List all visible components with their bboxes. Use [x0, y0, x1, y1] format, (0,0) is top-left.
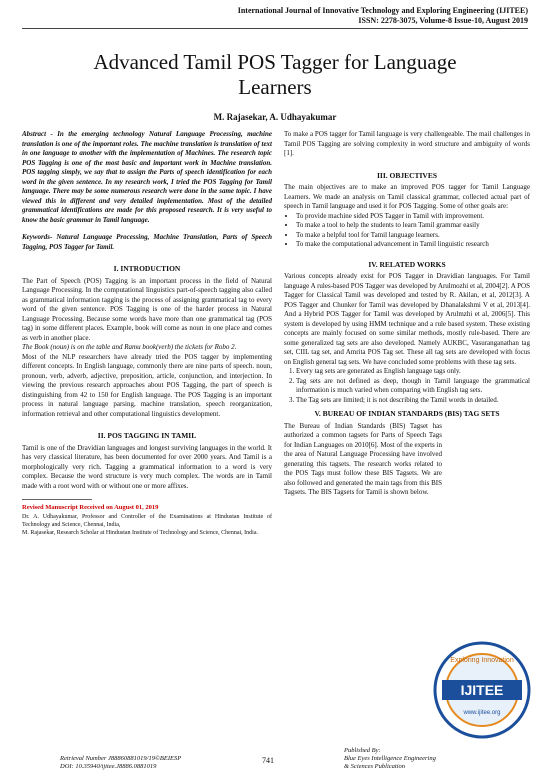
- footer-publisher: [344, 747, 436, 771]
- pos-tamil-paragraph: Tamil is one of the Dravidian languages and longest surviving languages in the world. It has very classical literature, has been documented for over 2000 years. And Tamil is a morphologically very rich. Tagging a grammatical information to a word is very complex. Because the word structure is very much complex. The words are in Tamil made with a root word with or without one or more affixes.: [22, 443, 272, 490]
- paper-title: Advanced Tamil POS Tagger for Language Learners: [93, 50, 457, 99]
- objectives-paragraph: The main objectives are to make an improved POS tagger for Tamil Language Learners. We made an analysis on Tamil classical grammar, collected actual part of speech in Tamil language and used it for POS Tagging. Some of other goals are:: [284, 183, 530, 210]
- objective-item: • To make the computational advancement in Tamil linguistic research: [296, 240, 530, 250]
- page-number: 741: [262, 756, 274, 765]
- author-affiliation-2: M. Rajasekar, Research Scholar at Hindustan Institute of Technology and Science, Chennai, India.: [22, 529, 258, 536]
- logo-url: www.ijitee.org: [463, 710, 501, 716]
- objective-item: • To make a helpful tool for Tamil language learners.: [296, 231, 530, 241]
- footnote-rule: [22, 499, 92, 500]
- abstract: Abstract - In the emerging technology Natural Language Processing, machine translation is one of the important roles. The machine translation is translation of text in one language to another with the implementation of Machines. The research topic POS Tagging is one of the most basic and important work in Machine translation. POS tagging simply, we say that to assign the Parts of speech identification for each word in the given sentence. In my research work, I tried the POS Tagging for Tamil language. There may be some numerous research were done in the same topic. I have viewed this in different and very detailed implementation. Most of the detailed grammatical identifications are made for this proposed research. It is very useful to know the basic grammar in Tamil language.: [22, 130, 272, 224]
- publisher-line-1: Blue Eyes Intelligence Engineering: [344, 755, 436, 762]
- author-affiliation-1: Dr. A. Udhayakumar, Professor and Controller of the Examinations at Hindustan Institute of Technology and Science, Chennai, India,: [22, 513, 272, 528]
- right-intro-paragraph: To make a POS tagger for Tamil language is very challengeable. The mail challenges in Tamil POS Tagging are solving complexity in word structure and ambiguity of words [1].: [284, 130, 530, 157]
- paper-authors: M. Rajasekar, A. Udhayakumar: [213, 112, 337, 122]
- section-heading-objectives: III. OBJECTIVES: [376, 170, 438, 180]
- intro-paragraph-2: Most of the NLP researchers have already tried the POS tagger by implementing different concepts. In English language, commonly there are nine parts of speech. noun, pronoun, verb, adverb, adjective, preposition, article, conjunction, and interjection. In viewing the previous research approaches about POS Tagging, the part of speech is distinguishing from 42 to 150 for English language. The POS Tagging is an important process in natural language parsing, machine translation, speech reorganization, information retrieval and other computational linguistics development.: [22, 352, 272, 418]
- objective-item: • To provide machine sided POS Tagger in Tamil with improvement.: [296, 212, 530, 222]
- published-by: Published By:: [344, 747, 381, 754]
- section-heading-introduction: I. INTRODUCTION: [113, 264, 181, 273]
- tagset-problem-item: 3. The Tag sets are limited; it is not describing the Tamil words in detailed.: [296, 396, 530, 406]
- right-column: [284, 130, 530, 498]
- section-heading-bis-tagsets: V. BUREAU OF INDIAN STANDARDS (BIS) TAG SETS: [314, 409, 500, 418]
- journal-header: [238, 6, 528, 26]
- bis-paragraph: The Bureau of Indian Standards (BIS) Tagset has authorized a common tagsets for Parts of Speech Tags for Indian Languages on 2010[6]. Most of the experts in the area of Natural Language Processing have involved generating this tagsets. The research works related to the POS Tags must follow these BIS Tagsets. We are also followed and generated the main tags from this BIS Tagsets. The BIS Tagsets for Tamil is shown below.: [284, 421, 442, 496]
- header-rule: [22, 28, 528, 29]
- intro-paragraph: The Part of Speech (POS) Tagging is an important process in the field of Natural Language Processing. In the computational linguistics part-of-speech tagging also called as grammatical information tagging is the process of assigning grammatical tag to every word of the given sentence. POS Tagging is one of the harder process in Natural Language Processing. Because some words have more than one grammatical tag (POS tag) in some different places. Example, book will come as noun in one place and comes as verb in another place.: [22, 276, 272, 342]
- logo-ring-text: Exploring Innovation: [450, 657, 514, 664]
- retrieval-number: Retrieval Number J88860881019/19©BEIESP: [60, 755, 182, 762]
- section-heading-pos-tamil: II. POS TAGGING IN TAMIL: [97, 431, 197, 440]
- footer-left: [60, 755, 181, 771]
- logo-name: IJITEE: [460, 682, 504, 698]
- journal-issn: ISSN: 2278-3075, Volume-8 Issue-10, August 2019: [358, 16, 528, 25]
- intro-example: The Book (noun) is on the table and Ramu book(verb) the tickets for Robo 2.: [22, 343, 237, 351]
- tagset-problem-item: 2. Tag sets are not defined as deep, though in Tamil language the grammatical information is much varied when comparing with English tag sets.: [296, 377, 530, 396]
- section-heading-related-works: IV. RELATED WORKS: [368, 259, 446, 269]
- tagset-problem-item: 1. Every tag sets are generated as English language tags only.: [296, 367, 530, 377]
- revised-note: Revised Manuscript Received on August 01, 2019: [22, 504, 159, 511]
- journal-name: International Journal of Innovative Technology and Exploring Engineering (IJITEE): [237, 6, 528, 15]
- left-column: [22, 130, 272, 537]
- publisher-line-2: & Sciences Publication: [344, 763, 406, 770]
- doi: DOI: 10.35940/ijitee.J8886.0881019: [60, 763, 157, 770]
- objective-item: • To make a tool to help the students to learn Tamil grammar easily: [296, 221, 530, 231]
- tagset-problems-list: [284, 367, 530, 405]
- objectives-list: [284, 212, 530, 250]
- ijitee-logo: [432, 640, 532, 740]
- keywords: Keywords- Natural Language Processing, Machine Translation, Parts of Speech Tagging, POS Tagger for Tamil.: [22, 233, 272, 251]
- related-works-paragraph: Various concepts already exist for POS Tagger in Dravidian languages. For Tamil language A rules-based POS Tagger was developed by Arulmozhi et al, 2004[2]. A POS Tagger for Classical Tamil was developed and tested by R. Akilan, et al, 2012[3]. A POS Tagger and Chunker for Tamil was developed by Dhanalakshmi V et al, 2013[4]. And a Hybrid POS Tagger for Tamil was developed by Arulmzhi et al, 2006[5]. This system is developed by using HMM technique and a rule based system. These existing concepts are mainly focused on some similar methods, mostly rule-based. There are some generalized tag sets are also developed. Namely AUKBC, Vasuranganathan tag set, CIIL tag set, and Amrita POS Tag set. These all tag sets are developed with focus on English general tag sets. We have concluded some problems with these tag sets.: [284, 272, 530, 366]
